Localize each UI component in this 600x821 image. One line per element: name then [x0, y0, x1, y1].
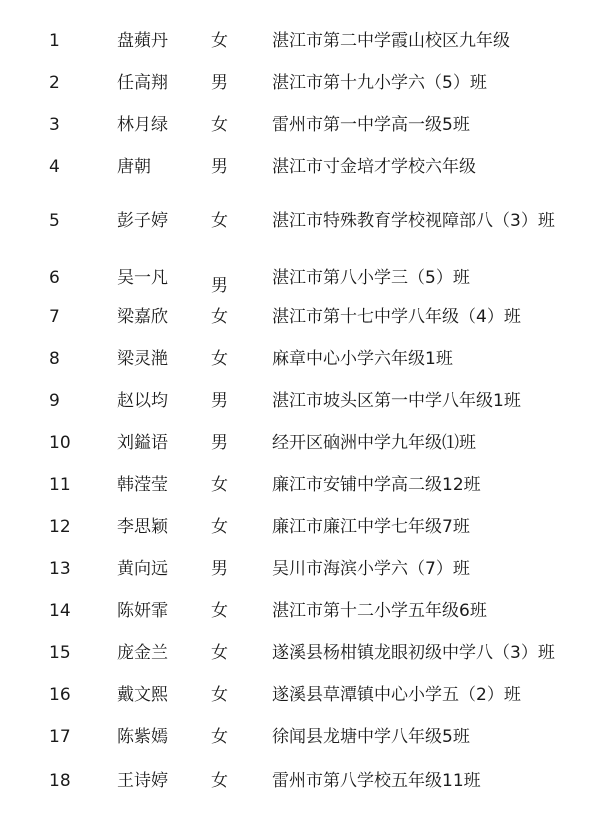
- student-school: 徐闻县龙塘中学八年级5班: [272, 727, 470, 747]
- student-name: 陈紫嫣: [117, 727, 168, 747]
- student-name: 梁嘉欣: [117, 307, 168, 327]
- row-number: 13: [49, 559, 71, 579]
- student-name: 王诗婷: [117, 771, 168, 791]
- student-gender: 女: [211, 727, 228, 747]
- row-number: 7: [49, 307, 60, 327]
- student-gender: 女: [211, 601, 228, 621]
- student-name: 盘蘋丹: [117, 31, 168, 51]
- student-name: 陈妍霏: [117, 601, 168, 621]
- table-row: [0, 152, 600, 182]
- student-school: 廉江市安铺中学高二级12班: [272, 475, 481, 495]
- student-gender: 男: [211, 276, 228, 296]
- student-name: 刘鎰语: [117, 433, 168, 453]
- table-row: [0, 26, 600, 56]
- table-row: [0, 596, 600, 626]
- student-name: 林月绿: [117, 115, 168, 135]
- student-gender: 男: [211, 157, 228, 177]
- table-row: [0, 638, 600, 668]
- student-school: 湛江市坡头区第一中学八年级1班: [272, 391, 521, 411]
- student-school: 湛江市第十九小学六（5）班: [272, 73, 487, 93]
- row-number: 6: [49, 268, 60, 288]
- student-school: 湛江市第二中学霞山校区九年级: [272, 31, 510, 51]
- table-row: [0, 722, 600, 752]
- student-gender: 男: [211, 559, 228, 579]
- student-gender: 女: [211, 31, 228, 51]
- row-number: 14: [49, 601, 71, 621]
- student-gender: 女: [211, 211, 228, 231]
- student-gender: 男: [211, 391, 228, 411]
- student-gender: 女: [211, 643, 228, 663]
- student-name: 戴文熙: [117, 685, 168, 705]
- student-school: 遂溪县杨柑镇龙眼初级中学八（3）班: [272, 643, 555, 663]
- student-school: 湛江市第十七中学八年级（4）班: [272, 307, 521, 327]
- student-school: 湛江市特殊教育学校视障部八（3）班: [272, 211, 555, 231]
- student-gender: 女: [211, 771, 228, 791]
- row-number: 4: [49, 157, 60, 177]
- student-gender: 女: [211, 115, 228, 135]
- student-name: 赵以均: [117, 391, 168, 411]
- student-school: 湛江市第八小学三（5）班: [272, 268, 470, 288]
- student-gender: 女: [211, 475, 228, 495]
- row-number: 11: [49, 475, 71, 495]
- table-row: [0, 344, 600, 374]
- student-gender: 女: [211, 685, 228, 705]
- row-number: 15: [49, 643, 71, 663]
- student-school: 吴川市海滨小学六（7）班: [272, 559, 470, 579]
- table-row: [0, 766, 600, 796]
- table-row: [0, 680, 600, 710]
- table-row: [0, 206, 600, 236]
- student-school: 雷州市第一中学高一级5班: [272, 115, 470, 135]
- student-name: 李思颖: [117, 517, 168, 537]
- table-row: [0, 470, 600, 500]
- student-school: 经开区硇洲中学九年级⑴班: [272, 433, 476, 453]
- row-number: 16: [49, 685, 71, 705]
- table-row: [0, 512, 600, 542]
- row-number: 5: [49, 211, 60, 231]
- table-row: [0, 110, 600, 140]
- table-row: [0, 302, 600, 332]
- student-name: 韩滢莹: [117, 475, 168, 495]
- table-row: [0, 554, 600, 584]
- row-number: 18: [49, 771, 71, 791]
- student-gender: 女: [211, 349, 228, 369]
- table-row: [0, 263, 600, 296]
- row-number: 8: [49, 349, 60, 369]
- row-number: 2: [49, 73, 60, 93]
- student-school: 湛江市第十二小学五年级6班: [272, 601, 487, 621]
- student-school: 雷州市第八学校五年级11班: [272, 771, 481, 791]
- student-name: 梁灵滟: [117, 349, 168, 369]
- student-school: 廉江市廉江中学七年级7班: [272, 517, 470, 537]
- table-row: [0, 386, 600, 416]
- student-name: 庞金兰: [117, 643, 168, 663]
- row-number: 12: [49, 517, 71, 537]
- row-number: 10: [49, 433, 71, 453]
- table-row: [0, 68, 600, 98]
- student-name: 唐朝: [117, 157, 151, 177]
- table-row: [0, 428, 600, 458]
- student-name: 吴一凡: [117, 268, 168, 288]
- row-number: 17: [49, 727, 71, 747]
- student-school: 遂溪县草潭镇中心小学五（2）班: [272, 685, 521, 705]
- student-name: 任高翔: [117, 73, 168, 93]
- student-gender: 女: [211, 307, 228, 327]
- row-number: 1: [49, 31, 60, 51]
- row-number: 3: [49, 115, 60, 135]
- student-gender: 男: [211, 433, 228, 453]
- student-school: 湛江市寸金培才学校六年级: [272, 157, 476, 177]
- student-school: 麻章中心小学六年级1班: [272, 349, 453, 369]
- student-gender: 男: [211, 73, 228, 93]
- student-name: 彭子婷: [117, 211, 168, 231]
- student-gender: 女: [211, 517, 228, 537]
- row-number: 9: [49, 391, 60, 411]
- student-name: 黄向远: [117, 559, 168, 579]
